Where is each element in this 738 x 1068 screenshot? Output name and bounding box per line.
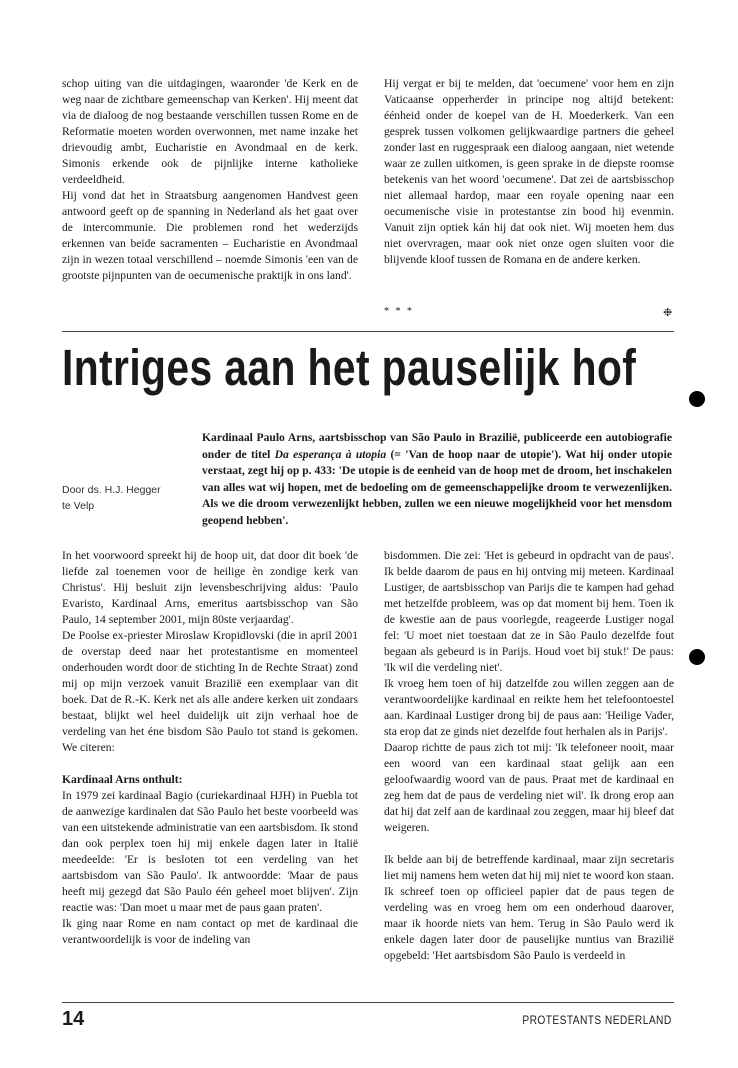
top-right-column [384, 76, 674, 268]
author: Door ds. H.J. Hegger [62, 484, 161, 496]
top-left-column [62, 76, 358, 284]
paragraph: schop uiting van die uitdagingen, waaronder 'de Kerk en de weg naar de zichtbare gemeenschap van Kerken'. Hij meent dat via de dialoog de nog bestaande verschillen tussen Rome en de Reformatie moeten worden overwonnen, met name inzake het drievoudig ambt, Eucharistie en Avondmaal en de kerk. Simonis erkende ook de pijnlijke interne katholieke verdeeldheid. [62, 77, 358, 186]
paragraph: bisdommen. Die zei: 'Het is gebeurd in opdracht van de paus'. Ik belde daarom de paus en hij ontving mij meteen. Kardinaal Lustiger, de aartsbisschop van Parijs die te kampen had gehad met hetzelfde probleem, was op dat moment bij hem. Toen ik de kwestie aan de paus voorlegde, reageerde Lustiger nogal fel: 'U moet niet toestaan dat ze in São Paulo dezelfde fout begaan als gebeurd is in Parijs. Houd voet bij stuk!' De paus: 'Ik wil die verdeling niet'. [384, 549, 674, 674]
intro-text: Kardinaal Paulo Arns, aartsbisschop van São Paulo in Brazilië, publiceerde een autobiografie onder de titel [202, 431, 672, 461]
article-headline: Intriges aan het pauselijk hof [62, 339, 637, 396]
bullet-dot-icon [689, 391, 705, 407]
book-title: Da esperança à utopia [274, 447, 387, 461]
author-location: te Velp [62, 500, 95, 512]
paragraph: Ik belde aan bij de betreffende kardinaal, maar zijn secretaris liet mij namens hem weten dat hij mij niet te woord kon staan. Ik schreef toen op officieel papier dat de paus tegen de verdeling was en vroeg hem om een onderhoud daarover, maar ik hoorde niets van hem. Terug in São Paulo werd ik enkele dagen later door de pauselijke nuntius van Brazilië opgebeld: 'Het aartsbisdom São Paulo is verdeeld in [384, 853, 674, 962]
paragraph: In 1979 zei kardinaal Bagio (curiekardinaal HJH) in Puebla tot de aanwezige kardinalen dat São Paulo het beste voorbeeld was van een uitstekende administratie van een aartsbisdom. Ik stond dan ook perplex toen hij mij enkele dagen later in Italië meedeelde: 'Er is besloten tot een verdeling van het aartsbisdom van São Paulo'. Ik antwoordde: 'Maar de paus heeft mij gezegd dat São Paulo één geheel moet blijven'. Zijn reactie was: 'Dan moet u maar met de paus gaan praten'. [62, 789, 358, 914]
divider [62, 331, 674, 332]
paragraph: Ik ging naar Rome en nam contact op met de kardinaal die verantwoordelijk is voor de indeling van [62, 917, 358, 946]
subheading: Kardinaal Arns onthult: [62, 773, 183, 786]
end-mark-icon: ❉ [663, 307, 673, 319]
paragraph: Hij vergat er bij te melden, dat 'oecumene' voor hem en zijn Vaticaanse opperherder in principe nog altijd betekent: éénheid onder de koepel van de H. Moederkerk. Van een gesprek tussen volkomen gelijkwaardige partners die geheel zonder last en ruggespraak een dialoog aangaan, niet wetende waar ze zullen uitkomen, is geen sprake in de diepste roomse betekenis van het woord 'oecumene'. Dat zei de aartsbisschop niet allemaal hardop, maar een royale opening naar een oecumenische visie in protestantse zin bood hij evenmin. Vanuit zijn optiek kán hij dat ook niet. Wij moeten hem dus niet overvragen, maar ook niet onze ogen sluiten voor die blijvende kloof tussen de Romana en de andere kerken. [384, 77, 674, 266]
bullet-dot-icon [689, 649, 705, 665]
intro-text: (= 'Van de hoop naar de utopie'). Wat hij onder utopie verstaat, zegt hij op p. 433: 'De utopie is de eenheid van de hoop met de droom, het inschakelen van alles wat wij hopen, met de bedoeling om de gemeenschappelijke droom te verwezenlijken. Als we die droom verwezenlijkt hebben, zullen we een nieuwe mogelijkheid voor het mensdom geopend hebben'. [202, 447, 673, 527]
paragraph: Ik vroeg hem toen of hij datzelfde zou willen zeggen aan de verantwoordelijke kardinaal en reikte hem het telefoontoestel aan. Kardinaal Lustiger drong bij de paus aan: 'Heilige Vader, sta erop dat ze ginds niet dezelfde fout herhalen als in Parijs'. [384, 677, 674, 738]
paragraph: De Poolse ex-priester Miroslaw Kropidlovski (die in april 2001 de overstap deed naar het protestantisme en momenteel onderhouden wordt door de stichting In de Rechte Straat) zond mij op mijn verzoek vanuit Brazilië een exemplaar van dit boek. Dat de R.-K. Kerk net als alle andere kerken uit zondaars bestaat, blijkt wel heel duidelijk uit zijn verhaal hoe de verdeling van het éne bisdom São Paulo tot stand is gekomen. We citeren: [62, 629, 358, 754]
footer-divider [62, 1002, 674, 1003]
bottom-left-column [62, 548, 358, 948]
paragraph: Hij vond dat het in Straatsburg aangenomen Handvest geen antwoord geeft op de spanning in Nederland als het gaat over de intercommunie. Die problemen rond het wederzijds erkennen van beide sacramenten – Eucharistie en Avondmaal zijn in wezen totaal verschillend – noemde Simonis 'een van de grootste pijnpunten van de oecumenische praktijk in ons land'. [62, 189, 358, 282]
paragraph: Daarop richtte de paus zich tot mij: 'Ik telefoneer nooit, maar een woord van een kardinaal staat gelijk aan een geloofwaardig woord van de paus. Praat met de kardinaal en zeg hem dat de paus de verdeling niet wil'. Ik drong erop aan dat hij dat zelf aan de kardinaal zou zeggen, maar hij bleef dat weigeren. [384, 741, 674, 834]
article-intro [202, 430, 672, 530]
section-break: * * * [384, 306, 414, 317]
page-number: 14 [62, 1008, 85, 1030]
bottom-right-column [384, 548, 674, 964]
byline [62, 482, 192, 514]
paragraph: In het voorwoord spreekt hij de hoop uit, dat door dit boek 'de liefde zal toenemen voor de heilige èn zondige kerk van Christus'. Hij besluit zijn levensbeschrijving aldus: 'Paulo Evaristo, Kardinaal Arns, emeritus aartsbisschop van São Paulo, 14 september 2001, mijn 80ste verjaardag'. [62, 549, 358, 626]
magazine-name: PROTESTANTS NEDERLAND [522, 1013, 672, 1027]
